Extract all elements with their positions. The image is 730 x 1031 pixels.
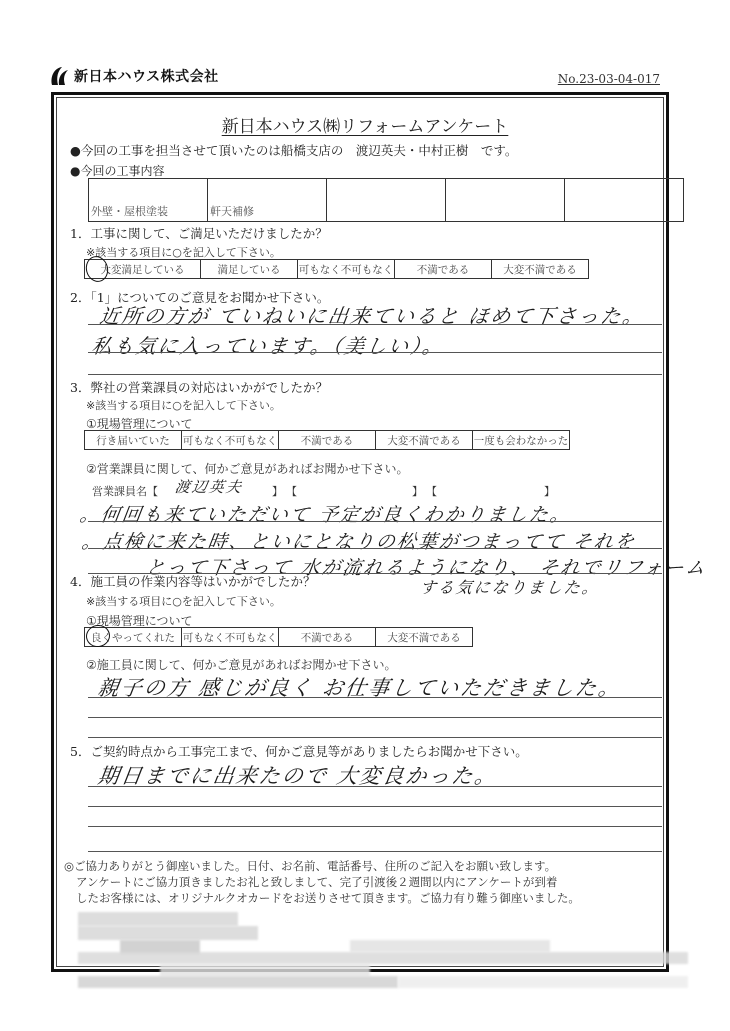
q4-option-did-well[interactable]: 良くやってくれた [85,628,182,647]
q4-sub1-label: ①現場管理について [86,614,193,628]
work-item: 外壁・屋根塗装 [89,179,208,222]
intro-line: ●今回の工事を担当させて頂いたのは船橋支店の 渡辺英夫・中村正樹 です。 [70,143,518,158]
q4-sub2-label: ②施工員に関して、何かご意見があればお聞かせ下さい。 [86,658,397,672]
company-logo [48,64,219,88]
redaction-block [78,976,398,988]
q3-sub2-label: ②営業課員に関して、何かご意見があればお聞かせ下さい。 [86,462,409,476]
redaction-block [398,976,688,988]
bracket-close: 】 [544,485,555,498]
bracket-close: 】 [272,485,283,498]
q3-option-thorough[interactable]: 行き届いていた [85,431,182,450]
answer-rule [88,851,662,852]
q1-options-table [84,259,589,279]
q3-question: 3．弊社の営業課員の対応はいかがでしたか？ [70,380,328,395]
logo-mark-icon [48,65,70,87]
bracket-open: 【 [426,485,437,498]
company-name: 新日本ハウス株式会社 [74,69,219,85]
q3-answer-line-4: する気になりました。 [418,578,602,597]
q4-question: 4．施工員の作業内容等はいかがでしたか？ [70,574,316,589]
q3-note: ※該当する項目に○を記入して下さい。 [86,399,281,412]
q3-option-very-dissatisfied[interactable]: 大変不満である [376,431,473,450]
answer-rule [88,786,662,787]
answer-rule [88,352,662,353]
q1-option-neutral[interactable]: 可もなく不可もなく [298,260,395,279]
answer-rule [88,374,662,375]
redaction-block [78,926,258,940]
q3-option-never-met[interactable]: 一度も会わなかった [473,431,570,450]
q1-option-dissatisfied[interactable]: 不満である [395,260,492,279]
q1-note: ※該当する項目に○を記入して下さい。 [86,246,281,259]
q1-option-very-satisfied[interactable]: 大変満足している [85,260,201,279]
closing-line-2: アンケートにご協力頂きましたお礼と致しまして、完了引渡後２週間以内にアンケートが到着 [76,875,558,889]
q3-option-neutral[interactable]: 可もなく不可もなく [182,431,279,450]
work-item: 軒天補修 [208,179,327,222]
q2-answer-line-1: 近所の方が ていねいに出来ていると ほめて下さった。 [98,304,647,328]
q4-answer-line-1: 親子の方 感じが良く お仕事していただきました。 [96,676,623,700]
q2-answer-line-2: 私も気に入っています。（美しい）。 [90,334,446,358]
staff-name-label: 営業課員名【 [92,485,158,498]
work-item [565,179,684,222]
redaction-block [350,940,550,952]
q4-options-table [84,627,473,647]
answer-rule [88,717,662,718]
form-title: 新日本ハウス㈱リフォームアンケート [221,117,509,137]
document-number: No.23-03-04-017 [557,72,660,86]
answer-rule [88,324,662,325]
answer-rule [88,737,662,738]
q1-option-very-dissatisfied[interactable]: 大変不満である [492,260,589,279]
q5-answer-line-1: 期日までに出来たので 大変良かった。 [96,764,500,788]
q3-answer-line-1: 。何回も来ていただいて 予定が良くわかりました。 [78,504,573,526]
q3-sub1-label: ①現場管理について [86,417,193,431]
q3-answer-line-3: とって下さって 水が流れるようになり、 それでリフォーム [144,557,709,579]
staff-name-value: 渡辺英夫 [173,478,245,496]
work-item [327,179,446,222]
q3-option-dissatisfied[interactable]: 不満である [279,431,376,450]
redaction-block [160,964,370,976]
q4-option-dissatisfied[interactable]: 不満である [279,628,376,647]
answer-rule [88,521,662,522]
q5-question: 5．ご契約時点から工事完工まで、何かご意見等がありましたらお聞かせ下さい。 [70,744,528,759]
answer-rule [88,548,662,549]
answer-rule [88,826,662,827]
q2-question: 2．「1」についてのご意見をお聞かせ下さい。 [70,290,330,305]
q4-note: ※該当する項目に○を記入して下さい。 [86,595,281,608]
bracket-open: 【 [286,485,297,498]
work-content-table [88,178,684,222]
closing-line-3: したお客様には、オリジナルクオカードをお送りさせて頂きます。ご協力有り難う御座いました。 [76,891,580,905]
q3-answer-line-2: 。点検に来た時、といにとなりの松葉がつまってて それを [80,531,638,553]
q3-options-table [84,430,570,450]
answer-rule [88,806,662,807]
q4-option-neutral[interactable]: 可もなく不可もなく [182,628,279,647]
redaction-block [78,912,238,926]
q1-question: 1．工事に関して、ご満足いただけましたか？ [70,226,328,241]
work-item [446,179,565,222]
bracket-close: 】 [412,485,423,498]
q4-option-very-dissatisfied[interactable]: 大変不満である [376,628,473,647]
q1-option-satisfied[interactable]: 満足している [201,260,298,279]
work-content-label: ●今回の工事内容 [70,164,165,178]
redaction-block [78,952,688,964]
answer-rule [88,697,662,698]
closing-line-1: ◎ご協力ありがとう御座いました。日付、お名前、電話番号、住所のご記入をお願い致します。 [64,859,557,873]
